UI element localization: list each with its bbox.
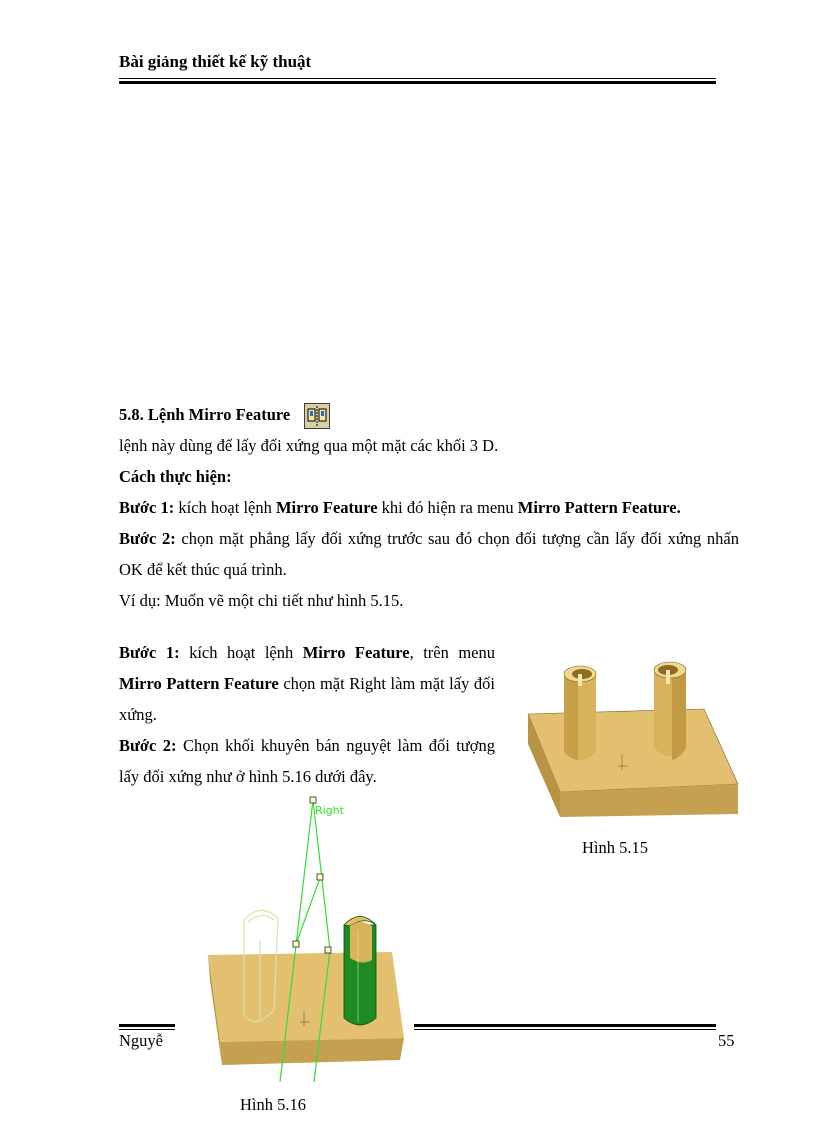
right-plane-label: Right (315, 804, 344, 817)
step2-label: Bước 2: (119, 529, 176, 548)
footer-rule-left (119, 1024, 175, 1030)
section-heading (119, 399, 739, 430)
header-rule (119, 78, 716, 85)
fig-5-15-caption: Hình 5.15 (582, 838, 648, 857)
step1-paragraph: Bước 1: kích hoạt lệnh Mirro Feature khi đó hiện ra menu Mirro Pattern Feature. (119, 498, 681, 517)
example-steps (119, 637, 495, 792)
fig-5-16-caption: Hình 5.16 (240, 1095, 306, 1114)
section-block (119, 399, 739, 616)
ex-step2-paragraph: Bước 2: Chọn khối khuyên bán nguyệt làm đối tượng lấy đối xứng như ở hình 5.16 dưới đây. (119, 736, 495, 786)
header-title: Bài giảng thiết kế kỹ thuật (119, 52, 312, 71)
section-heading-text: 5.8. Lệnh Mirro Feature (119, 405, 291, 424)
figure-5-15 (522, 652, 744, 817)
footer-author: Nguyễ (119, 1031, 163, 1050)
ex-step1-paragraph: Bước 1: kích hoạt lệnh Mirro Feature, trên menu Mirro Pattern Feature chọn mặt Right làm mặt lấy đối xứng. (119, 643, 495, 724)
how-label: Cách thực hiện: (119, 467, 232, 486)
step2-paragraph: Bước 2: chọn mặt phẳng lấy đối xứng trước sau đó chọn đối tượng cần lấy đối xứng nhấn OK để kết thúc quá trình. (119, 529, 739, 579)
footer-rule-right (414, 1024, 716, 1030)
page-number: 55 (718, 1031, 735, 1050)
section-intro: lệnh này dùng để lấy đối xứng qua một mặt các khối 3 D. (119, 436, 499, 455)
step1-label: Bước 1: (119, 498, 175, 517)
example-line: Ví dụ: Muốn vẽ một chi tiết như hình 5.15. (119, 591, 404, 610)
figure-5-16 (200, 790, 422, 1090)
mirror-feature-icon (304, 403, 330, 429)
